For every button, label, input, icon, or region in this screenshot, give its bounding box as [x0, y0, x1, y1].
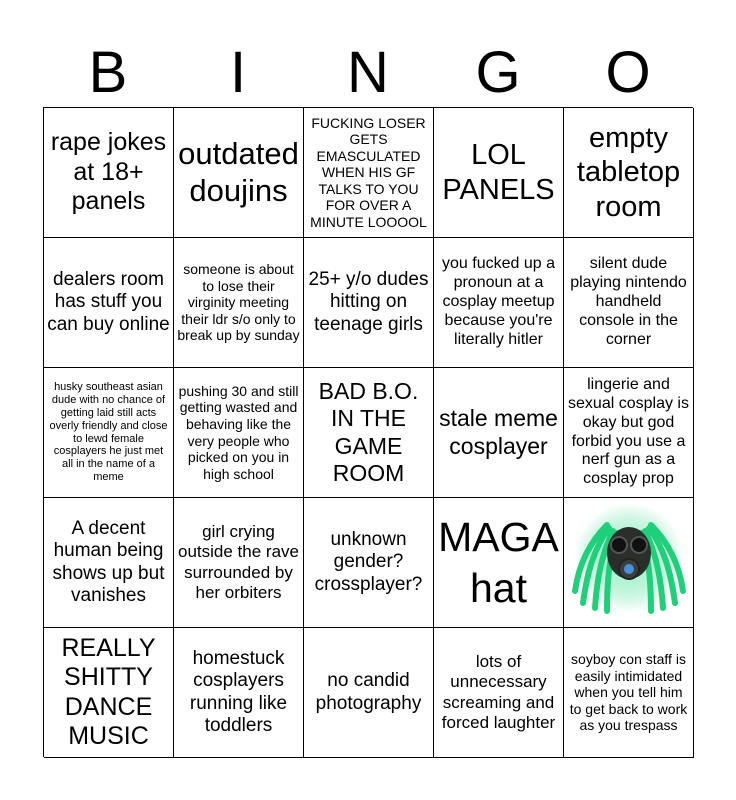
bingo-cell[interactable]: stale meme cosplayer: [434, 368, 564, 498]
free-space-cell[interactable]: [564, 498, 694, 628]
bingo-cell[interactable]: lots of unnecessary screaming and forced laughter: [434, 628, 564, 758]
bingo-cell[interactable]: BAD B.O. IN THE GAME ROOM: [304, 368, 434, 498]
bingo-board: [43, 107, 693, 757]
bingo-cell[interactable]: A decent human being shows up but vanishes: [44, 498, 174, 628]
bingo-cell[interactable]: lingerie and sexual cosplay is okay but god forbid you use a nerf gun as a cosplay prop: [564, 368, 694, 498]
header-letter-g: G: [475, 40, 521, 105]
bingo-cell[interactable]: outdated doujins: [174, 108, 304, 238]
bingo-cell[interactable]: LOL PANELS: [434, 108, 564, 238]
bingo-cell[interactable]: 25+ y/o dudes hitting on teenage girls: [304, 238, 434, 368]
glowing-gas-mask-icon: [569, 503, 689, 623]
bingo-cell[interactable]: you fucked up a pronoun at a cosplay meetup because you're literally hitler: [434, 238, 564, 368]
bingo-cell[interactable]: FUCKING LOSER GETS EMASCULATED WHEN HIS GF TALKS TO YOU FOR OVER A MINUTE LOOOOL: [304, 108, 434, 238]
bingo-cell[interactable]: empty tabletop room: [564, 108, 694, 238]
header-letter-o: O: [605, 40, 651, 105]
bingo-cell[interactable]: husky southeast asian dude with no chance of getting laid still acts overly friendly and close to lewd female cosplayers he just met all in the name of a meme: [44, 368, 174, 498]
bingo-cell[interactable]: pushing 30 and still getting wasted and behaving like the very people who picked on you in high school: [174, 368, 304, 498]
bingo-cell[interactable]: rape jokes at 18+ panels: [44, 108, 174, 238]
header-letter-n: N: [347, 40, 389, 105]
bingo-cell[interactable]: dealers room has stuff you can buy online: [44, 238, 174, 368]
bingo-cell[interactable]: someone is about to lose their virginity meeting their ldr s/o only to break up by sunday: [174, 238, 304, 368]
bingo-cell[interactable]: unknown gender? crossplayer?: [304, 498, 434, 628]
header-letter-i: I: [229, 40, 247, 105]
bingo-cell[interactable]: soyboy con staff is easily intimidated when you tell him to get back to work as you trespass: [564, 628, 694, 758]
bingo-header: [43, 40, 693, 106]
bingo-cell[interactable]: homestuck cosplayers running like toddlers: [174, 628, 304, 758]
bingo-cell[interactable]: girl crying outside the rave surrounded by her orbiters: [174, 498, 304, 628]
bingo-cell[interactable]: MAGA hat: [434, 498, 564, 628]
bingo-cell[interactable]: REALLY SHITTY DANCE MUSIC: [44, 628, 174, 758]
bingo-cell[interactable]: no candid photography: [304, 628, 434, 758]
bingo-cell[interactable]: silent dude playing nintendo handheld console in the corner: [564, 238, 694, 368]
header-letter-b: B: [88, 40, 128, 105]
